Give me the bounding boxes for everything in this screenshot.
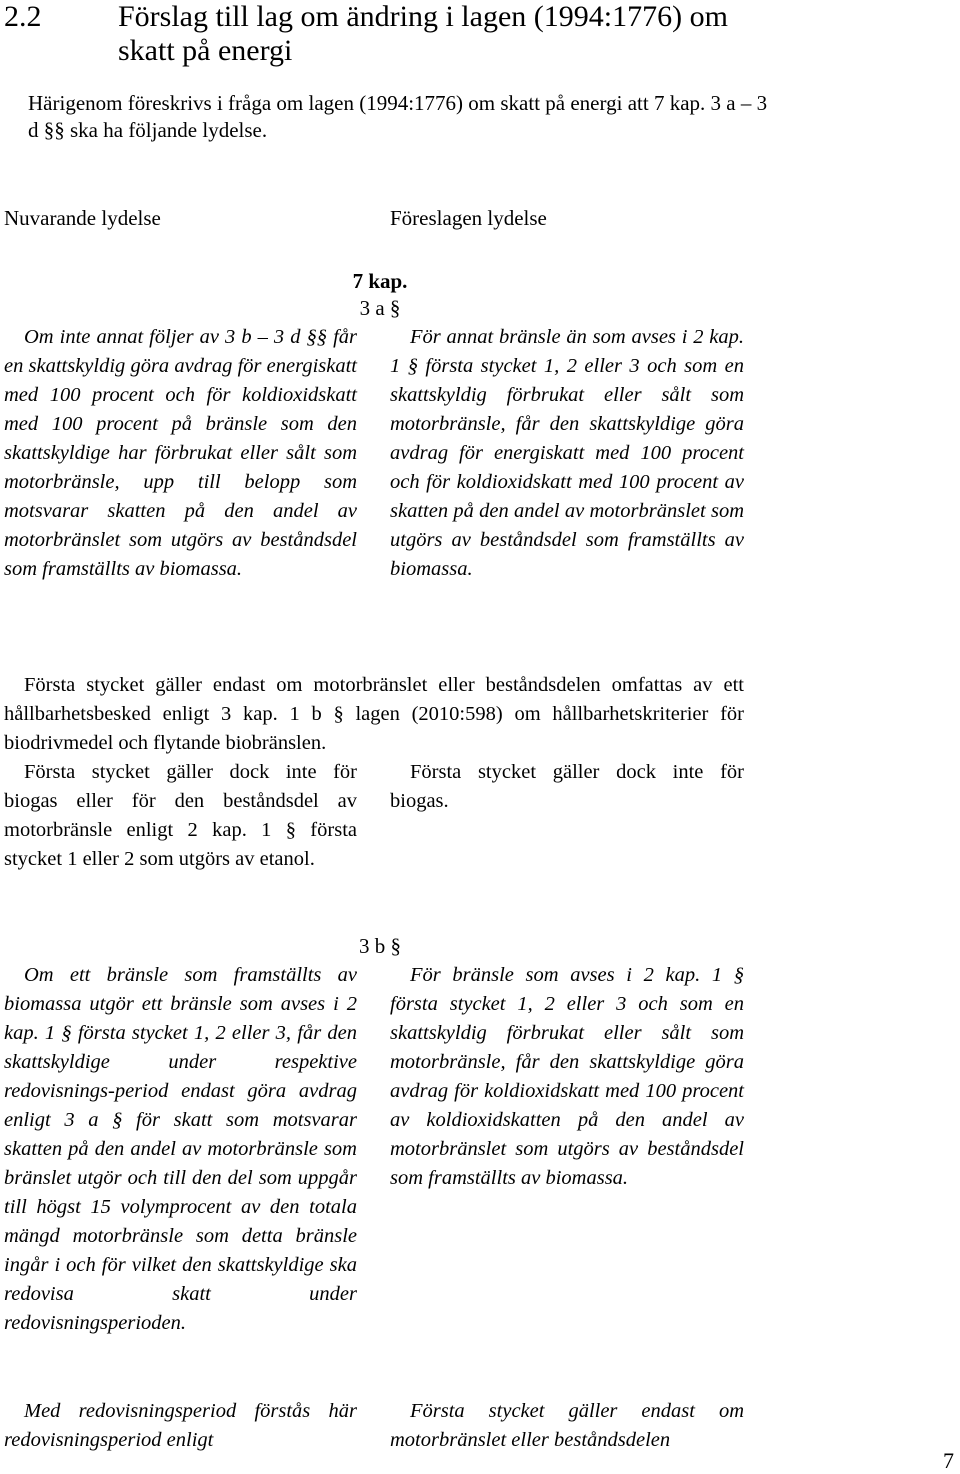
current-column-heading: Nuvarande lydelse: [4, 206, 161, 230]
section-label-3a: 3 a §: [359, 296, 401, 320]
proposed-text-3b-p2: Första stycket gäller endast om motorbränslet eller beståndsdelen: [390, 1400, 744, 1451]
page-number: 7: [943, 1448, 954, 1473]
section-label-3b: 3 b §: [359, 934, 401, 958]
chapter-heading: 7 kap.: [352, 269, 408, 293]
section-title: Förslag till lag om ändring i lagen (1994:1776) om skatt på energi: [118, 0, 728, 67]
proposed-column-heading: Föreslagen lydelse: [390, 206, 547, 230]
current-text-3a-p2: Första stycket gäller dock inte för biogas eller för den beståndsdel av motorbränsle enligt 2 kap. 1 § första stycket 1 eller 2 som utgörs av etanol.: [4, 761, 357, 870]
proposed-text-3a-p1: För annat bränsle än som avses i 2 kap. 1 § första stycket 1, 2 eller 3 och som en skattskyldig förbrukat eller sålt som motorbränsle, får den skattskyldige göra avdrag för energiskatt med 100 procent och för koldioxidskatt med 100 procent av skatten på den andel av motorbränslet som utgörs av beståndsdel som framställts av biomassa.: [390, 326, 744, 580]
proposed-text-3a-p2: Första stycket gäller dock inte för biogas.: [390, 761, 744, 812]
current-text-3a-p1: Om inte annat följer av 3 b – 3 d §§ får en skattskyldig göra avdrag för energiskatt med 100 procent och för koldioxidskatt med 100 procent på bränsle som den skattskyldige har förbrukat eller sålt som motorbränsle, upp till belopp som motsvarar skatten på den andel av motorbränslet som utgörs av beståndsdel som framställts av biomassa.: [4, 326, 357, 580]
proposed-text-3b-p1: För bränsle som avses i 2 kap. 1 § första stycket 1, 2 eller 3 och som en skattskyldig förbrukat eller sålt som motorbränsle, får den skattskyldige göra avdrag för koldioxidskatt med 100 procent av koldioxidskatten på den andel av motorbränslet som utgörs av beståndsdel som framställts av biomassa.: [390, 964, 744, 1189]
common-text-3a: Första stycket gäller endast om motorbränslet eller beståndsdelen omfattas av ett hållbarhetsbesked enligt 3 kap. 1 b § lagen (2010:598) om hållbarhetskriterier för biodrivmedel och flytande biobränslen.: [4, 674, 744, 754]
current-text-3b-p2: Med redovisningsperiod förstås här redovisningsperiod enligt: [4, 1400, 357, 1451]
section-number: 2.2: [4, 0, 42, 33]
intro-text: Härigenom föreskrivs i fråga om lagen (1994:1776) om skatt på energi att 7 kap. 3 a – 3 d §§ ska ha följande lydelse.: [28, 91, 768, 142]
current-text-3b-p1: Om ett bränsle som framställts av biomassa utgör ett bränsle som avses i 2 kap. 1 § första stycket 1, 2 eller 3, får den skattskyldige under respektive redovisnings-period endast göra avdrag enligt 3 a § för skatt som motsvarar skatten på den andel av motorbränsle som bränslet utgör och till den del som uppgår till högst 15 volymprocent av den totala mängd motorbränsle som detta bränsle ingår i och för vilket den skattskyldige ska redovisa skatt under redovisningsperioden.: [4, 964, 357, 1334]
